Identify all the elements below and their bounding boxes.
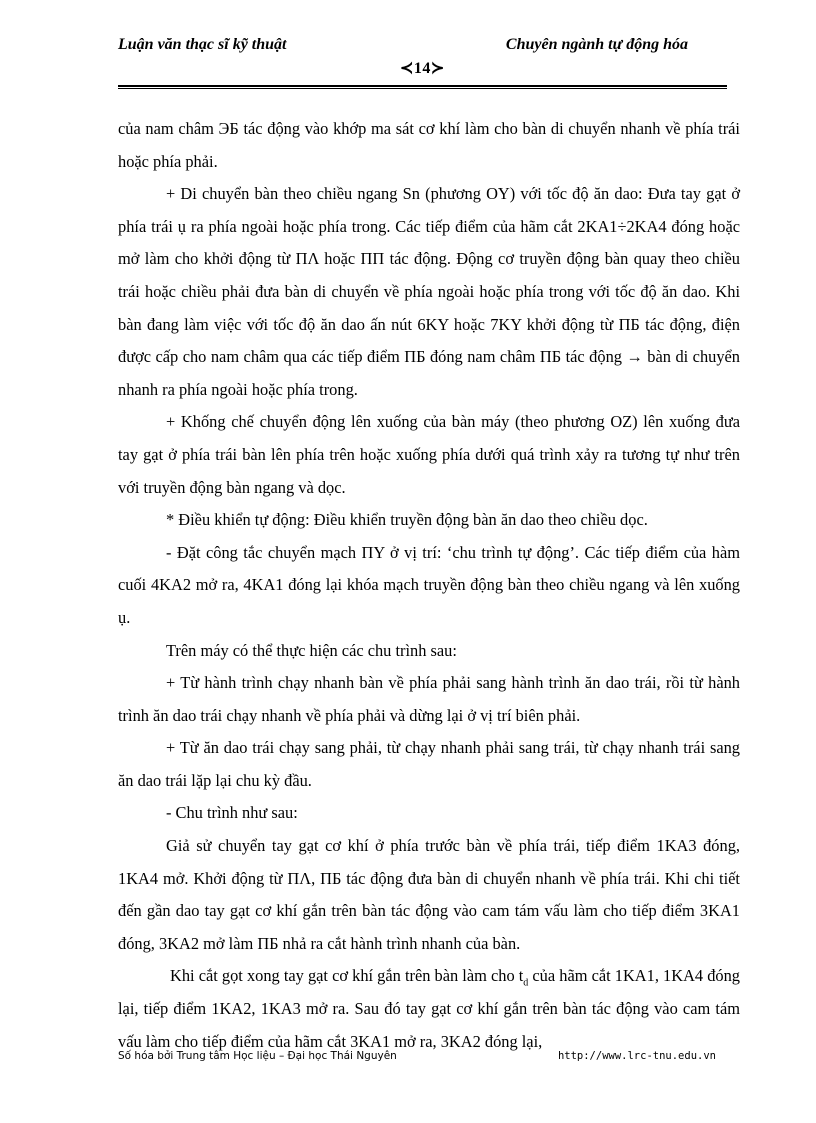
paragraph-11-part-a: Khi cắt gọt xong tay gạt cơ khí gắn trên bàn làm cho t	[170, 966, 524, 986]
page-footer	[118, 1050, 716, 1070]
page-number: ≺14≻	[400, 60, 445, 77]
page-header	[118, 36, 726, 77]
paragraph-1: của nam châm ЭБ tác động vào khớp ma sát cơ khí làm cho bàn di chuyển nhanh về phía trái hoặc phía phải.	[118, 119, 740, 171]
subscript-d: d	[523, 977, 529, 989]
paragraph-5: - Đặt công tắc chuyển mạch ПY ở vị trí: ‘chu trình tự động’. Các tiếp điểm của hàm cuối 4KA2 mở ra, 4KA1 đóng lại khóa mạch truyền động bàn theo chiều ngang và lên xuống ụ.	[118, 542, 740, 627]
paragraph-3: + Khống chế chuyển động lên xuống của bàn máy (theo phương OZ) lên xuống đưa tay gạt ở phía trái bàn lên phía trên hoặc xuống phía dưới quá trình xảy ra tương tự như trên với truyền động bàn ngang và dọc.	[118, 412, 740, 497]
paragraph-11	[118, 960, 740, 1058]
paragraph-9: - Chu trình như sau:	[166, 803, 298, 823]
paragraph-7: + Từ hành trình chạy nhanh bàn về phía phải sang hành trình ăn dao trái, rồi từ hành trình ăn dao trái chạy nhanh về phía phải và dừng lại ở vị trí biên phải.	[118, 673, 740, 725]
header-rule-thick	[118, 85, 727, 87]
footer-digitized-by: Số hóa bởi Trung tâm Học liệu – Đại học Thái Nguyên	[118, 1050, 397, 1062]
header-major-title: Chuyên ngành tự động hóa	[505, 36, 688, 53]
paragraph-4: * Điều khiển tự động: Điều khiển truyền động bàn ăn dao theo chiều dọc.	[166, 510, 648, 530]
paragraph-6: Trên máy có thể thực hiện các chu trình sau:	[166, 640, 457, 660]
paragraph-2: + Di chuyển bàn theo chiều ngang Sn (phương OY) với tốc độ ăn dao: Đưa tay gạt ở phía trái ụ ra phía ngoài hoặc phía trong. Các tiếp điểm của hãm cắt 2KA1÷2KA4 đóng hoặc mở làm cho khởi động từ ПΛ hoặc ПП tác động. Động cơ truyền động bàn quay theo chiều trái hoặc chiều phải đưa bàn di chuyển về phía ngoài hoặc phía trong với tốc độ ăn dao. Khi bàn đang làm việc với tốc độ ăn dao ấn nút 6KY hoặc 7KY khởi động từ ПБ tác động, điện được cấp cho nam châm qua các tiếp điểm ПБ đóng nam châm ПБ tác động → bàn di chuyển nhanh ra phía ngoài hoặc phía trong.	[118, 184, 740, 399]
header-rule-thin	[118, 88, 727, 89]
footer-url: http://www.lrc-tnu.edu.vn	[557, 1050, 716, 1062]
header-thesis-title: Luận văn thạc sĩ kỹ thuật	[118, 36, 287, 53]
page-body	[118, 113, 740, 1058]
paragraph-11-part-b: của hãm cắt 1KA1, 1KA4 đóng lại, tiếp điểm 1KA2, 1KA3 mở ra. Sau đó tay gạt cơ khí gắn trên bàn tác động vào cam tám vấu làm cho tiếp điểm của hãm cắt 3KA1 mở ra, 3KA2 đóng lại,	[118, 966, 740, 1051]
paragraph-8: + Từ ăn dao trái chạy sang phải, từ chạy nhanh phải sang trái, từ chạy nhanh trái sang ăn dao trái lặp lại chu kỳ đầu.	[118, 738, 740, 790]
paragraph-10: Giả sử chuyển tay gạt cơ khí ở phía trước bàn về phía trái, tiếp điểm 1KA3 đóng, 1KA4 mở. Khởi động từ ПΛ, ПБ tác động đưa bàn di chuyển nhanh về phía trái. Khi chi tiết đến gần dao tay gạt cơ khí gắn trên bàn tác động vào cam tám vấu làm cho tiếp điểm 3KA1 đóng, 3KA2 mở làm ПБ nhả ra cắt hành trình nhanh của bàn.	[118, 836, 740, 953]
